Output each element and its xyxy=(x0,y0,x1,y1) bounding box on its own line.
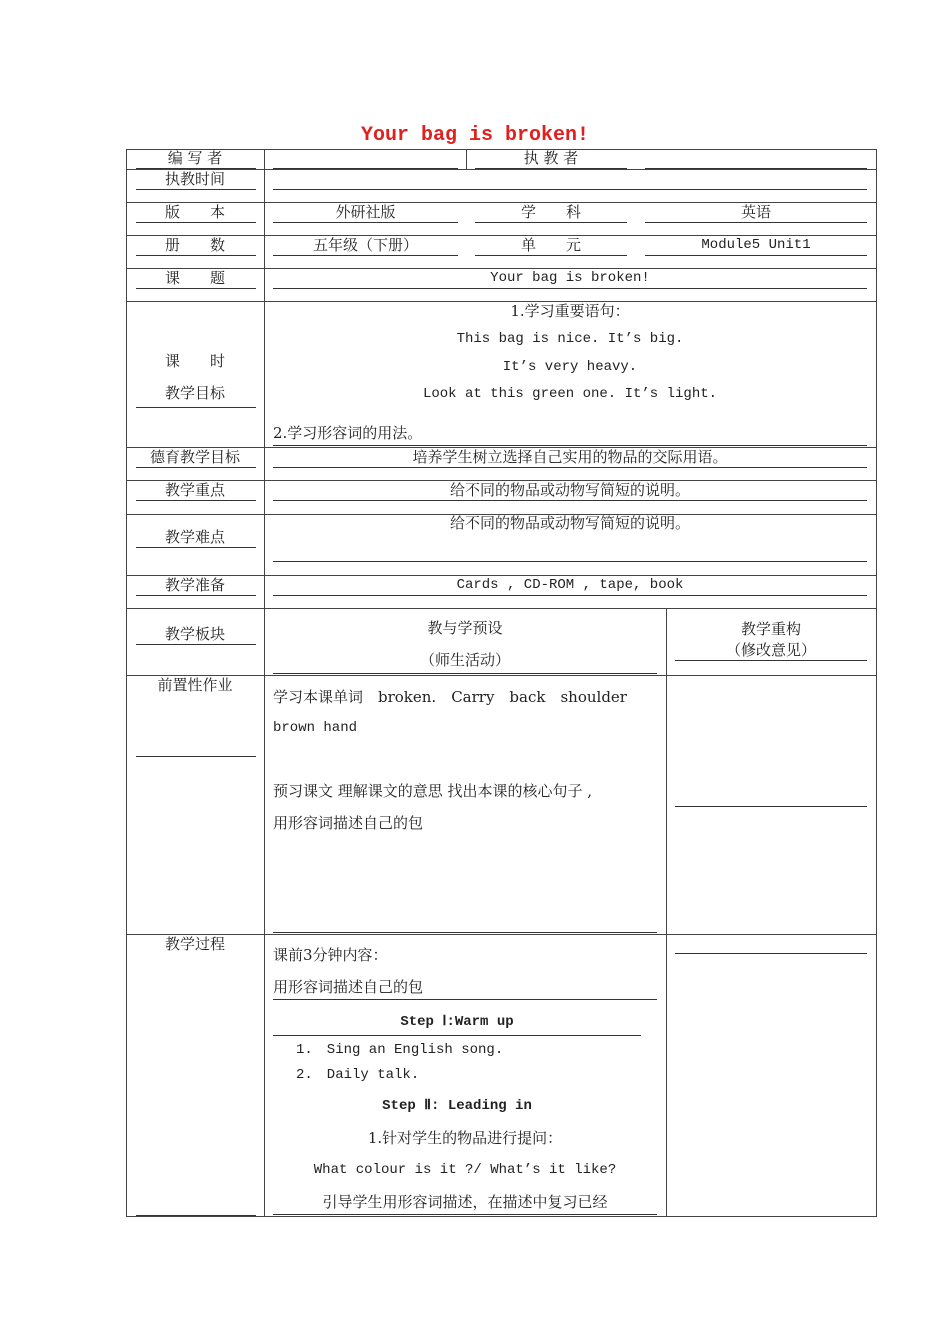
moral-label: 德育教学目标 xyxy=(149,448,240,466)
preview-task: 预习课文 理解课文的意思 找出本课的核心句子 , xyxy=(273,782,593,800)
step2-guide: 引导学生用形容词描述，在描述中复习已经 xyxy=(322,1193,608,1211)
topic-label: 课 题 xyxy=(164,269,225,287)
teacher-label: 执 教 者 xyxy=(523,149,579,167)
design-column-sub: （师生活动） xyxy=(419,651,510,669)
process-intro: 课前3分钟内容： xyxy=(273,946,388,964)
author-field[interactable] xyxy=(273,168,458,169)
objectives-heading: 1.学习重要语句： xyxy=(510,302,630,320)
process-rebuild-field[interactable] xyxy=(675,953,867,954)
step2-title: Step Ⅱ: Leading in xyxy=(382,1098,532,1114)
moral-value: 培养学生树立选择自己实用的物品的交际用语。 xyxy=(412,448,728,466)
unit-label: 单 元 xyxy=(520,236,581,254)
teacher-field[interactable] xyxy=(645,168,867,169)
objectives-point2: 2.学习形容词的用法。 xyxy=(273,424,423,442)
design-column-header: 教与学预设 xyxy=(427,619,503,637)
subject-label: 学 科 xyxy=(520,203,581,221)
prep-label: 教学准备 xyxy=(164,576,225,594)
unit-value: Module5 Unit1 xyxy=(701,237,811,253)
preview-rebuild-field[interactable] xyxy=(675,806,867,807)
topic-value: Your bag is broken! xyxy=(490,270,650,286)
preview-words: 学习本课单词 broken. Carry back shoulder xyxy=(273,688,627,706)
preview-label: 前置性作业 xyxy=(157,676,233,694)
focus-label: 教学重点 xyxy=(164,481,225,499)
step1-title: Step Ⅰ:Warm up xyxy=(400,1014,514,1030)
objectives-label-hours: 课 时 xyxy=(164,352,225,370)
edition-label: 版 本 xyxy=(164,203,225,221)
objective-sentence: Look at this green one. It’s light. xyxy=(422,386,718,402)
preview-task-cont: 用形容词描述自己的包 xyxy=(273,814,424,832)
document-title: Your bag is broken! xyxy=(360,124,590,147)
subject-value: 英语 xyxy=(740,203,771,221)
rebuild-column-header: 教学重构 xyxy=(740,620,801,638)
step2-question: What colour is it ?/ What’s it like? xyxy=(313,1162,617,1178)
process-label: 教学过程 xyxy=(164,935,225,953)
preview-words-cont: brown hand xyxy=(273,720,358,736)
difficulty-label: 教学难点 xyxy=(164,528,225,546)
author-label: 编 写 者 xyxy=(167,149,223,167)
volume-value: 五年级（下册） xyxy=(312,236,418,254)
prep-value: Cards , CD-ROM , tape, book xyxy=(456,577,684,593)
step2-point: 1.针对学生的物品进行提问： xyxy=(367,1129,563,1147)
objective-sentence: It’s very heavy. xyxy=(502,359,638,375)
rebuild-column-sub: （修改意见） xyxy=(725,641,816,659)
focus-value: 给不同的物品或动物写简短的说明。 xyxy=(449,481,690,499)
module-column-header: 教学板块 xyxy=(164,625,225,643)
process-intro-task: 用形容词描述自己的包 xyxy=(273,978,424,996)
time-field[interactable] xyxy=(273,189,867,190)
objectives-label: 教学目标 xyxy=(164,384,225,402)
volume-label: 册 数 xyxy=(164,236,225,254)
objective-sentence: This bag is nice. It’s big. xyxy=(456,331,684,347)
step1-item: 2. Daily talk. xyxy=(296,1067,420,1083)
difficulty-value: 给不同的物品或动物写简短的说明。 xyxy=(449,514,690,532)
edition-value: 外研社版 xyxy=(335,203,396,221)
step1-item: 1. Sing an English song. xyxy=(296,1042,504,1058)
time-label: 执教时间 xyxy=(164,170,225,188)
